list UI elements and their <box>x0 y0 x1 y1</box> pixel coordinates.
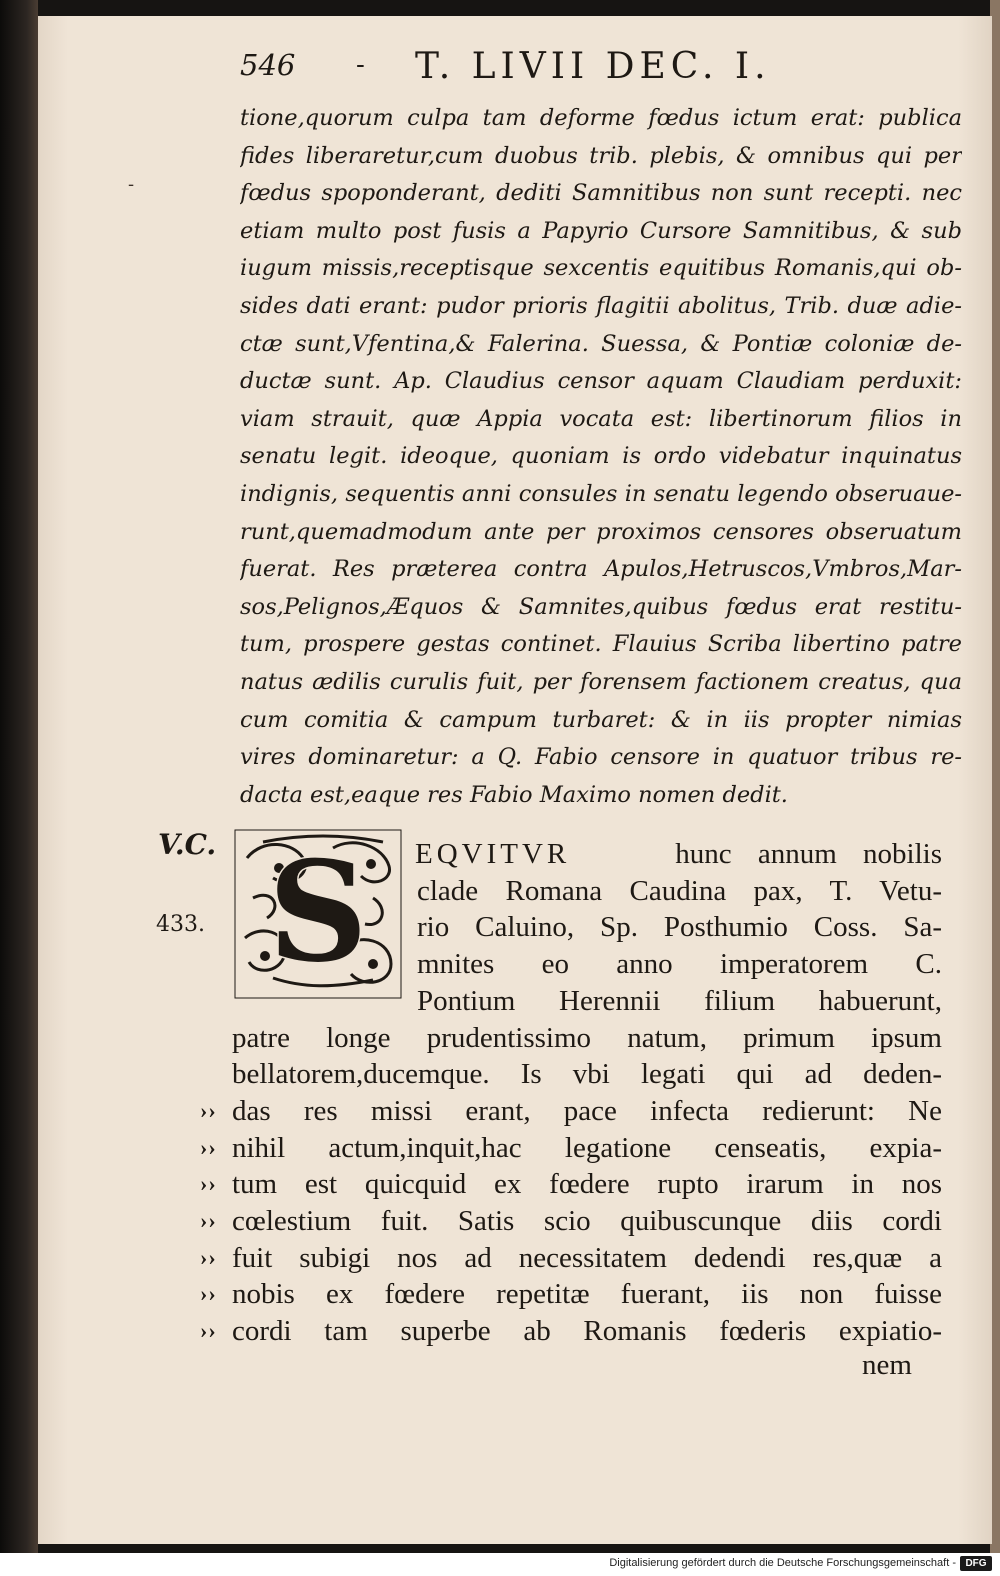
summary-line: indignis, sequentis anni consules in senatu legendo obseruaue- <box>240 480 962 507</box>
digitization-footer <box>0 1553 1000 1576</box>
text-line-content: tum est quicquid ex fœdere rupto irarum in nos <box>232 1168 942 1201</box>
summary-line: runt,quemadmodum ante per proximos censores obseruatum <box>240 518 962 545</box>
margin-mark: - <box>128 174 135 195</box>
running-title: T. LIVII DEC. I. <box>415 46 771 87</box>
quotation-mark: ›› <box>200 1134 217 1160</box>
summary-line: ctæ sunt,Vfentina,& Falerina. Suessa, & Pontiæ coloniæ de- <box>240 330 962 357</box>
summary-line: iugum missis,receptisque sexcentis equitibus Romanis,qui ob- <box>240 255 962 282</box>
dfg-logo: DFG <box>960 1556 992 1571</box>
summary-line: sos,Pelignos,Æquos & Samnites,quibus fœdus erat restitu- <box>240 593 962 620</box>
opening-caps: EQVITVR <box>415 838 571 870</box>
text-line: rio Caluino, Sp. Posthumio Coss. Sa- <box>417 911 942 944</box>
summary-line: fuerat. Res præterea contra Apulos,Hetruscos,Vmbros,Mar- <box>240 556 962 583</box>
decorated-initial <box>233 828 403 1000</box>
text-line <box>200 1093 942 1130</box>
summary-line: natus ædilis curulis fuit, per forensem factionem creatus, qua <box>240 668 962 695</box>
text-line-content: hunc annum nobilis <box>675 838 942 870</box>
initial-letter: S <box>268 830 368 993</box>
text-line: patre longe prudentissimo natum, primum ipsum <box>232 1021 942 1054</box>
summary-line: tione,quorum culpa tam deforme fœdus ictum erat: publica <box>240 105 962 131</box>
text-line: Pontium Herennii filium habuerunt, <box>417 984 942 1017</box>
text-line-content: fuit subigi nos ad necessitatem dedendi res,quæ a <box>232 1241 942 1274</box>
quotation-mark: ›› <box>200 1097 217 1123</box>
margin-year-label: 433. <box>156 912 205 937</box>
text-line <box>200 1240 942 1277</box>
quotation-mark: ›› <box>200 1244 217 1270</box>
text-line <box>200 1276 942 1313</box>
text-line-content: cordi tam superbe ab Romanis fœderis expiatio- <box>232 1315 942 1348</box>
text-line: mnites eo anno imperatorem C. <box>417 948 942 981</box>
summary-line: sides dati erant: pudor prioris flagitii abolitus, Trib. duæ adie- <box>240 292 962 319</box>
text-line <box>200 1203 942 1240</box>
text-line <box>415 836 942 873</box>
text-line-content: nihil actum,inquit,hac legatione censeatis, expia- <box>232 1131 942 1164</box>
funding-notice: Digitalisierung gefördert durch die Deutsche Forschungsgemeinschaft - <box>609 1557 956 1569</box>
summary-line: vires dominaretur: a Q. Fabio censore in quatuor tribus re- <box>240 744 962 771</box>
summary-line: cum comitia & campum turbaret: & in iis propter nimias <box>240 706 962 733</box>
summary-line: ductæ sunt. Ap. Claudius censor aquam Claudiam perduxit: <box>240 368 962 395</box>
summary-line: senatu legit. ideoque, quoniam is ordo videbatur inquinatus <box>240 443 962 470</box>
decorated-initial-ornament <box>233 828 403 1000</box>
text-line-content: cœlestium fuit. Satis scio quibuscunque diis cordi <box>232 1205 942 1237</box>
book-gutter-shadow <box>0 0 38 1576</box>
page-number: 546 <box>240 48 296 82</box>
summary-line: viam strauit, quæ Appia vocata est: libertinorum filios in <box>240 405 962 432</box>
text-line-content: nobis ex fœdere repetitæ fuerant, iis non fuisse <box>232 1278 942 1311</box>
page-header <box>240 44 960 94</box>
text-line-content: das res missi erant, pace infecta redierunt: Ne <box>232 1094 942 1127</box>
margin-vc-label: V.C. <box>158 828 217 861</box>
header-dash: - <box>356 50 365 80</box>
catchword: nem <box>862 1349 912 1381</box>
summary-line: fœdus spoponderant, dediti Samnitibus non sunt recepti. nec <box>240 180 962 207</box>
quotation-mark: ›› <box>200 1281 217 1307</box>
summary-line: etiam multo post fusis a Papyrio Cursore Samnitibus, & sub <box>240 217 962 244</box>
summary-line: dacta est,eaque res Fabio Maximo nomen dedit. <box>240 781 788 808</box>
summary-paragraph <box>240 100 962 814</box>
text-line <box>200 1166 942 1203</box>
summary-line: tum, prospere gestas continet. Flauius Scriba libertino patre <box>240 631 962 658</box>
quotation-mark: ›› <box>200 1318 217 1344</box>
quotation-mark: ›› <box>200 1208 217 1233</box>
summary-line: fides liberaretur,cum duobus trib. plebis, & omnibus qui per <box>240 142 962 169</box>
quotation-mark: ›› <box>200 1171 217 1197</box>
text-line: clade Romana Caudina pax, T. Vetu- <box>417 874 942 907</box>
text-line <box>200 1313 942 1350</box>
text-line: bellatorem,ducemque. Is vbi legati qui ad deden- <box>232 1058 942 1091</box>
text-line <box>200 1130 942 1167</box>
